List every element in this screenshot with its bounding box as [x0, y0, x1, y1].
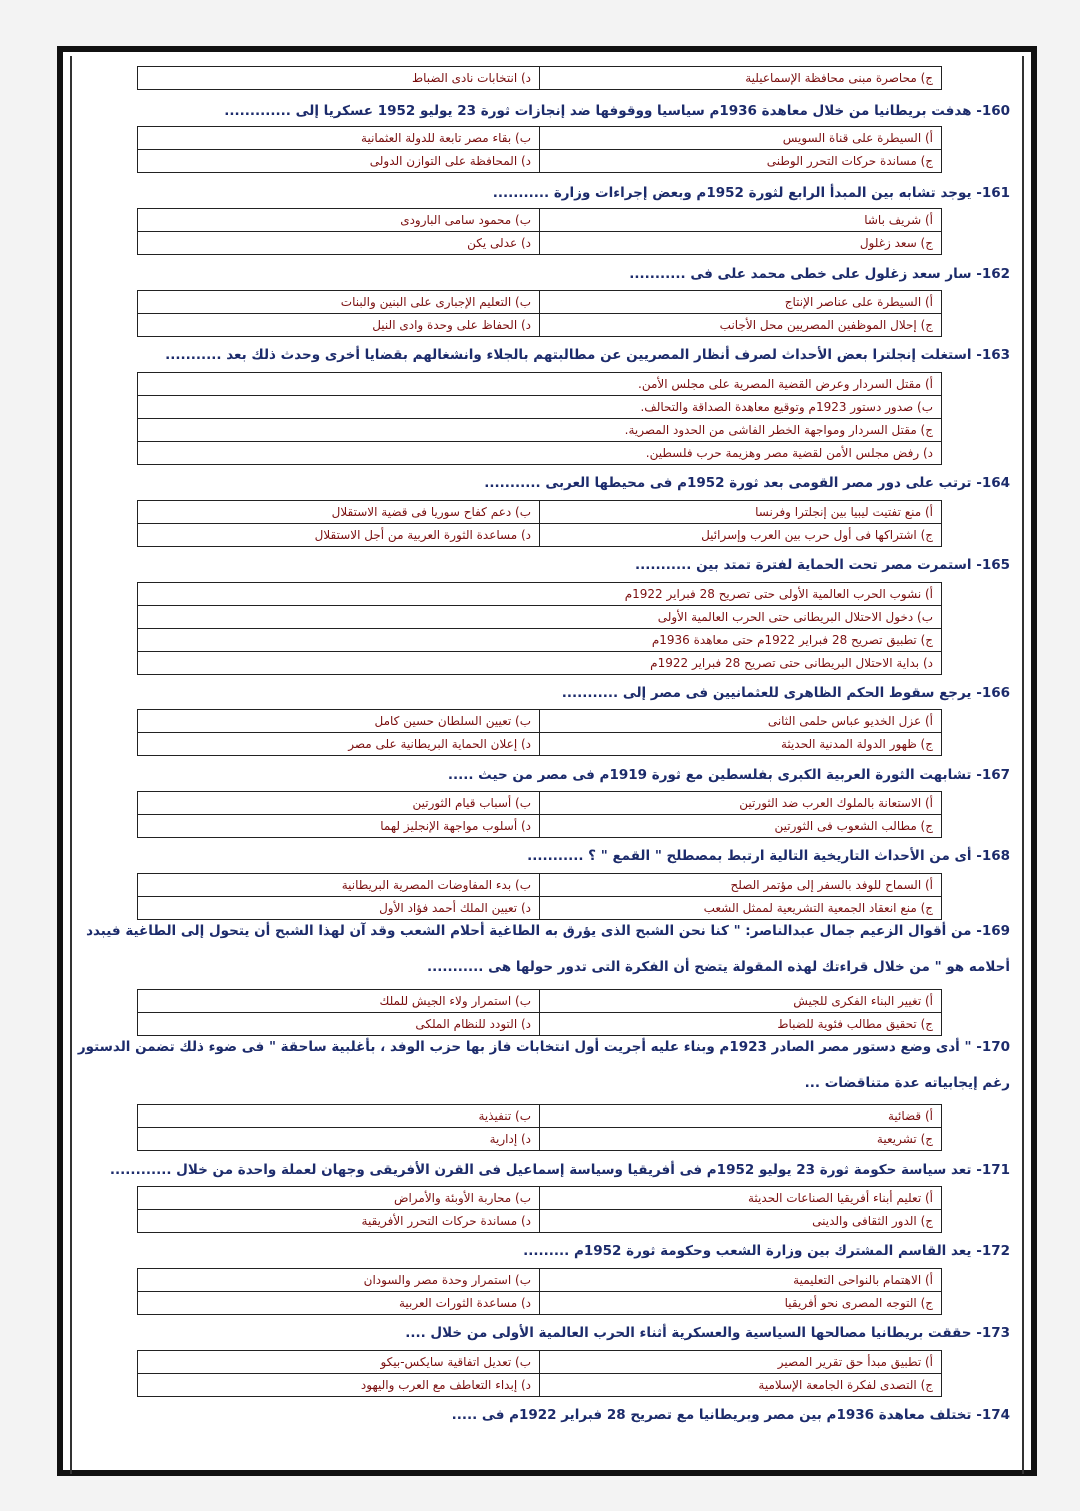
answer-option[interactable]: أ) تطبيق مبدأ حق تقرير المصير [540, 1351, 942, 1374]
answer-option[interactable]: أ) الاهتمام بالنواحى التعليمية [540, 1269, 942, 1292]
answer-option[interactable]: د) المحافظة على التوازن الدولى [138, 150, 540, 173]
answer-option[interactable]: د) أسلوب مواجهة الإنجليز لهما [138, 815, 540, 838]
option-row [138, 67, 942, 90]
option-row [138, 583, 942, 606]
answer-option[interactable]: ب) دعم كفاح سوريا فى قضية الاستقلال [138, 501, 540, 524]
answer-options-table [137, 582, 942, 675]
answer-option[interactable]: ج) ظهور الدولة المدنية الحديثة [540, 733, 942, 756]
question-text: 171- تعد سياسة حكومة ثورة 23 يوليو 1952م فى أفريقيا وسياسة إسماعيل فى القرن الأفريقى وجهان لعملة واحدة من خلال ............ [109, 1162, 1010, 1178]
option-row [138, 314, 942, 337]
question-text: 161- يوجد تشابه بين المبدأ الرابع لثورة 1952م وبعض إجراءات وزارة ........... [492, 185, 1010, 201]
answer-option[interactable]: د) رفض مجلس الأمن لقضية مصر وهزيمة حرب فلسطين. [138, 442, 942, 465]
option-row [138, 1269, 942, 1292]
answer-option[interactable]: د) مساعدة الثورات العربية [138, 1292, 540, 1315]
answer-option[interactable]: ب) تعديل اتفاقية سايكس-بيكو [138, 1351, 540, 1374]
question-text: 172- يعد القاسم المشترك بين وزارة الشعب وحكومة ثورة 1952م ......... [523, 1243, 1010, 1259]
question-text: 174- تختلف معاهدة 1936م بين مصر وبريطانيا مع تصريح 28 فبراير 1922م فى ..... [451, 1407, 1010, 1423]
answer-options-table [137, 709, 942, 756]
option-row [138, 501, 942, 524]
answer-options-table [137, 208, 942, 255]
answer-option[interactable]: ج) الدور الثقافى والدينى [540, 1210, 942, 1233]
answer-option[interactable]: ب) أسباب قيام الثورتين [138, 792, 540, 815]
answer-option[interactable]: ج) تحقيق مطالب فئوية للضباط [540, 1013, 942, 1036]
question-text: 167- تشابهت الثورة العربية الكبرى بفلسطين مع ثورة 1919م فى مصر من حيث ..... [447, 767, 1010, 783]
answer-options-table [137, 1186, 942, 1233]
option-row [138, 524, 942, 547]
answer-option[interactable]: ج) مقتل السردار ومواجهة الخطر الفاشى من الحدود المصرية. [138, 419, 942, 442]
option-row [138, 606, 942, 629]
answer-option[interactable]: د) إعلان الحماية البريطانية على مصر [138, 733, 540, 756]
question-text: 166- يرجع سقوط الحكم الظاهرى للعثمانيين فى مصر إلى ........... [561, 685, 1010, 701]
answer-option[interactable]: د) تعيين الملك أحمد فؤاد الأول [138, 897, 540, 920]
answer-option[interactable]: د) عدلى يكن [138, 232, 540, 255]
answer-options-table [137, 500, 942, 547]
option-row [138, 291, 942, 314]
answer-option[interactable]: أ) تغيير البناء الفكرى للجيش [540, 990, 942, 1013]
answer-option[interactable]: ب) تنفيذية [138, 1105, 540, 1128]
answer-option[interactable]: ج) اشتراكها فى أول حرب بين العرب وإسرائيل [540, 524, 942, 547]
option-row [138, 442, 942, 465]
answer-option[interactable]: أ) مقتل السردار وعرض القضية المصرية على مجلس الأمن. [138, 373, 942, 396]
option-row [138, 1187, 942, 1210]
answer-option[interactable]: د) إبداء التعاطف مع العرب واليهود [138, 1374, 540, 1397]
answer-option[interactable]: ب) صدور دستور 1923م وتوقيع معاهدة الصداقة والتحالف. [138, 396, 942, 419]
option-row [138, 396, 942, 419]
option-row [138, 1351, 942, 1374]
option-row [138, 232, 942, 255]
answer-option[interactable]: أ) منع تفتيت ليبيا بين إنجلترا وفرنسا [540, 501, 942, 524]
answer-option[interactable]: أ) عزل الخديو عباس حلمى الثانى [540, 710, 942, 733]
answer-option[interactable]: أ) شريف باشا [540, 209, 942, 232]
option-row [138, 990, 942, 1013]
answer-option[interactable]: د) مساندة حركات التحرر الأفريقية [138, 1210, 540, 1233]
answer-option[interactable]: ج) تطبيق تصريح 28 فبراير 1922م حتى معاهدة 1936م [138, 629, 942, 652]
option-row [138, 209, 942, 232]
answer-option[interactable]: د) انتخابات نادى الضباط [138, 67, 540, 90]
answer-options-table [137, 1268, 942, 1315]
answer-option[interactable]: أ) الاستعانة بالملوك العرب ضد الثورتين [540, 792, 942, 815]
option-row [138, 792, 942, 815]
answer-option[interactable]: ب) محاربة الأوبئة والأمراض [138, 1187, 540, 1210]
option-row [138, 1128, 942, 1151]
answer-option[interactable]: د) إدارية [138, 1128, 540, 1151]
answer-option[interactable]: ج) سعد زغلول [540, 232, 942, 255]
answer-option[interactable]: ج) مساندة حركات التحرر الوطنى [540, 150, 942, 173]
question-text: 173- حققت بريطانيا مصالحها السياسية والعسكرية أثناء الحرب العالمية الأولى من خلال .... [405, 1325, 1010, 1341]
answer-option[interactable]: ج) مطالب الشعوب فى الثورتين [540, 815, 942, 838]
answer-option[interactable]: أ) السيطرة على عناصر الإنتاج [540, 291, 942, 314]
answer-option[interactable]: د) مساعدة الثورة العربية من أجل الاستقلال [138, 524, 540, 547]
answer-option[interactable]: ب) استمرار وحدة مصر والسودان [138, 1269, 540, 1292]
question-text: 169- من أقوال الزعيم جمال عبدالناصر: " كنا نحن الشبح الذى يؤرق به الطاغية أحلام الشعب وقد آن لهذا الشبح أن يتحول إلى الطاغية فيبدد أحلامه هو " من خلال قراءتك لهذه المقولة يتضح أن الفكرة التى تدور حولها هى ........... [86, 923, 1010, 975]
answer-option[interactable]: أ) السيطرة على قناة السويس [540, 127, 942, 150]
question-text: 162- سار سعد زغلول على خطى محمد على فى ........... [629, 266, 1010, 282]
option-row [138, 150, 942, 173]
answer-option[interactable]: أ) السماح للوفد بالسفر إلى مؤتمر الصلح [540, 874, 942, 897]
answer-option[interactable]: ج) منع انعقاد الجمعية التشريعية لممثل الشعب [540, 897, 942, 920]
answer-options-table [137, 126, 942, 173]
answer-option[interactable]: ب) بدء المفاوضات المصرية البريطانية [138, 874, 540, 897]
answer-options-table [137, 66, 942, 90]
question-text: 170- " أدى وضع دستور مصر الصادر 1923م وبناء عليه أجريت أول انتخابات فاز بها حزب الوفد ، بأغلبية ساحقة " فى ضوء ذلك تضمن الدستور رغم إيجابياته عدة متناقضات ... [77, 1039, 1010, 1091]
question-text: 164- ترتب على دور مصر القومى بعد ثورة 1952م فى محيطها العربى ........... [484, 475, 1010, 491]
answer-option[interactable]: د) بداية الاحتلال البريطانى حتى تصريح 28 فبراير 1922م [138, 652, 942, 675]
answer-options-table [137, 372, 942, 465]
option-row [138, 874, 942, 897]
option-row [138, 710, 942, 733]
option-row [138, 373, 942, 396]
question-text: 160- هدفت بريطانيا من خلال معاهدة 1936م سياسيا ووقوفها ضد إنجازات ثورة 23 يوليو 1952 عسكريا إلى ............. [224, 103, 1010, 119]
option-row [138, 419, 942, 442]
answer-option[interactable]: ج) إحلال الموظفين المصريين محل الأجانب [540, 314, 942, 337]
answer-option[interactable]: ج) التصدى لفكرة الجامعة الإسلامية [540, 1374, 942, 1397]
question-text: 163- استغلت إنجلترا بعض الأحداث لصرف أنظار المصريين عن مطالبتهم بالجلاء وانشغالهم بقضايا أخرى وحدث ذلك بعد ........... [165, 347, 1010, 363]
answer-option[interactable]: د) الحفاظ على وحدة وادى النيل [138, 314, 540, 337]
option-row [138, 815, 942, 838]
answer-option[interactable]: ب) استمرار ولاء الجيش للملك [138, 990, 540, 1013]
option-row [138, 1210, 942, 1233]
answer-options-table [137, 1350, 942, 1397]
answer-option[interactable]: ب) التعليم الإجبارى على البنين والبنات [138, 291, 540, 314]
option-row [138, 629, 942, 652]
answer-option[interactable]: د) التودد للنظام الملكى [138, 1013, 540, 1036]
answer-option[interactable]: أ) قضائية [540, 1105, 942, 1128]
option-row [138, 1292, 942, 1315]
answer-option[interactable]: ب) محمود سامى البارودى [138, 209, 540, 232]
answer-option[interactable]: ج) التوجه المصرى نحو أفريقيا [540, 1292, 942, 1315]
question-text: 168- أى من الأحداث التاريخية التالية ارتبط بمصطلح " القمع " ؟ ........... [527, 848, 1010, 864]
option-row [138, 652, 942, 675]
answer-option[interactable]: ب) دخول الاحتلال البريطانى حتى الحرب العالمية الأولى [138, 606, 942, 629]
answer-options-table [137, 290, 942, 337]
answer-option[interactable]: ج) تشريعية [540, 1128, 942, 1151]
answer-option[interactable]: أ) نشوب الحرب العالمية الأولى حتى تصريح 28 فبراير 1922م [138, 583, 942, 606]
answer-option[interactable]: ج) محاصرة مبنى محافظة الإسماعيلية [540, 67, 942, 90]
question-text: 165- استمرت مصر تحت الحماية لفترة تمتد بين ........... [634, 557, 1010, 573]
option-row [138, 733, 942, 756]
option-row [138, 1105, 942, 1128]
option-row [138, 127, 942, 150]
answer-option[interactable]: ب) بقاء مصر تابعة للدولة العثمانية [138, 127, 540, 150]
answer-options-table [137, 1104, 942, 1151]
answer-option[interactable]: أ) تعليم أبناء أفريقيا الصناعات الحديثة [540, 1187, 942, 1210]
answer-option[interactable]: ب) تعيين السلطان حسين كامل [138, 710, 540, 733]
answer-options-table [137, 791, 942, 838]
option-row [138, 1374, 942, 1397]
